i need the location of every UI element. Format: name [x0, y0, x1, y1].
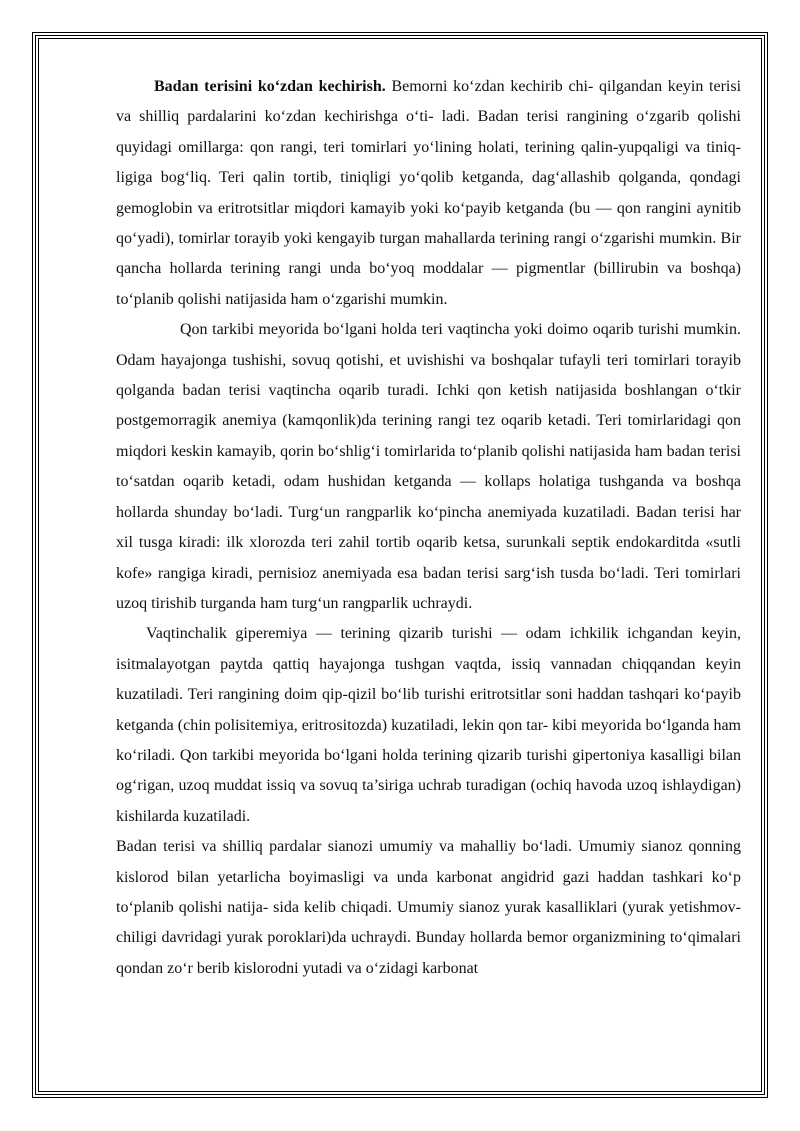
section-heading: Badan terisini ko‘zdan kechirish. — [154, 78, 386, 95]
paragraph-2: Qon tarkibi meyorida bo‘lgani holda teri vaqtincha yoki doimo oqarib turishi mumkin. Odam hayajonga tushishi, sovuq qotishi, et uvishishi va boshqalar tufayli teri tomirlari torayib qolganda badan terisi vaqtincha oqarib turadi. Ichki qon ketish natijasida boshlangan o‘tkir postgemorragik anemiya (kamqonlik)da terining rangi tez oqarib ketadi. Teri tomirlaridagi qon miqdori keskin kamayib, qorin bo‘shlig‘i tomirlarida to‘planib qolishi natijasida ham badan terisi to‘satdan oqarib ketadi, odam hushidan ketganda — kollaps holatiga tushganda va boshqa hollarda shunday bo‘ladi. Turg‘un rangparlik ko‘pincha anemiyada kuzatiladi. Badan terisi har xil tusga kiradi: ilk xlorozda teri zahil tortib oqarib ketsa, surunkali septik endokarditda «sutli kofe» rangiga kiradi, pernisioz anemiyada esa badan terisi sarg‘ish tusda bo‘ladi. Teri tomirlari uzoq tirishib turganda ham turg‘un rangparlik uchraydi. — [116, 321, 741, 612]
paragraph-text: Bemorni ko‘zdan kechirib chi- qilgandan keyin terisi va shilliq pardalarini ko‘zdan kechirishga o‘ti- ladi. Badan terisi rangining o‘zgarib qolishi quyidagi omillarga: qon rangi, teri tomirlari yo‘lining holati, terining qalin-yupqaligi va tiniq- ligiga bog‘liq. Teri qalin tortib, tiniqligi yo‘qolib ketganda, dag‘allashib qolganda, qondagi gemoglobin va eritrotsitlar miqdori kamayib yoki ko‘payib ketganda (bu — qon rangini aynitib qo‘yadi), tomirlar torayib yoki kengayib turgan mahallarda terining rangi o‘zgarishi mumkin. Bir qancha hollarda terining rangi unda bo‘yoq moddalar — pigmentlar (billirubin va boshqa) to‘planib qolishi natijasida ham o‘zgarishi mumkin. — [116, 78, 742, 308]
document-body — [116, 72, 741, 984]
paragraph-1 — [116, 72, 741, 315]
paragraph-3: Vaqtinchalik giperemiya — terining qizarib turishi — odam ichkilik ichgandan keyin, isitmalayotgan paytda qattiq hayajonga tushgan vaqtda, issiq vannadan chiqqandan keyin kuzatiladi. Teri rangining doim qip-qizil bo‘lib turishi eritrotsitlar soni haddan tashqari ko‘payib ketganda (chin polisitemiya, eritrositozda) kuzatiladi, lekin qon tar- kibi meyorida bo‘lganda ham ko‘riladi. Qon tarkibi meyorida bo‘lgani holda terining qizarib turishi gipertoniya kasalligi bilan og‘rigan, uzoq muddat issiq va sovuq ta’siriga uchrab turadigan (ochiq havoda uzoq ishlaydigan) kishilarda kuzatiladi. — [116, 625, 741, 825]
paragraph-4: Badan terisi va shilliq pardalar sianozi umumiy va mahalliy bo‘ladi. Umumiy sianoz qonning kislorod bilan yetarlicha boyimasligi va unda karbonat angidrid gazi haddan tashkari ko‘p to‘planib qolishi natija- sida kelib chiqadi. Umumiy sianoz yurak kasalliklari (yurak yetishmov- chiligi davridagi yurak poroklari)da uchraydi. Bunday hollarda bemor organizmining to‘qimalari qondan zo‘r berib kislorodni yutadi va o‘zidagi karbonat — [116, 838, 741, 977]
